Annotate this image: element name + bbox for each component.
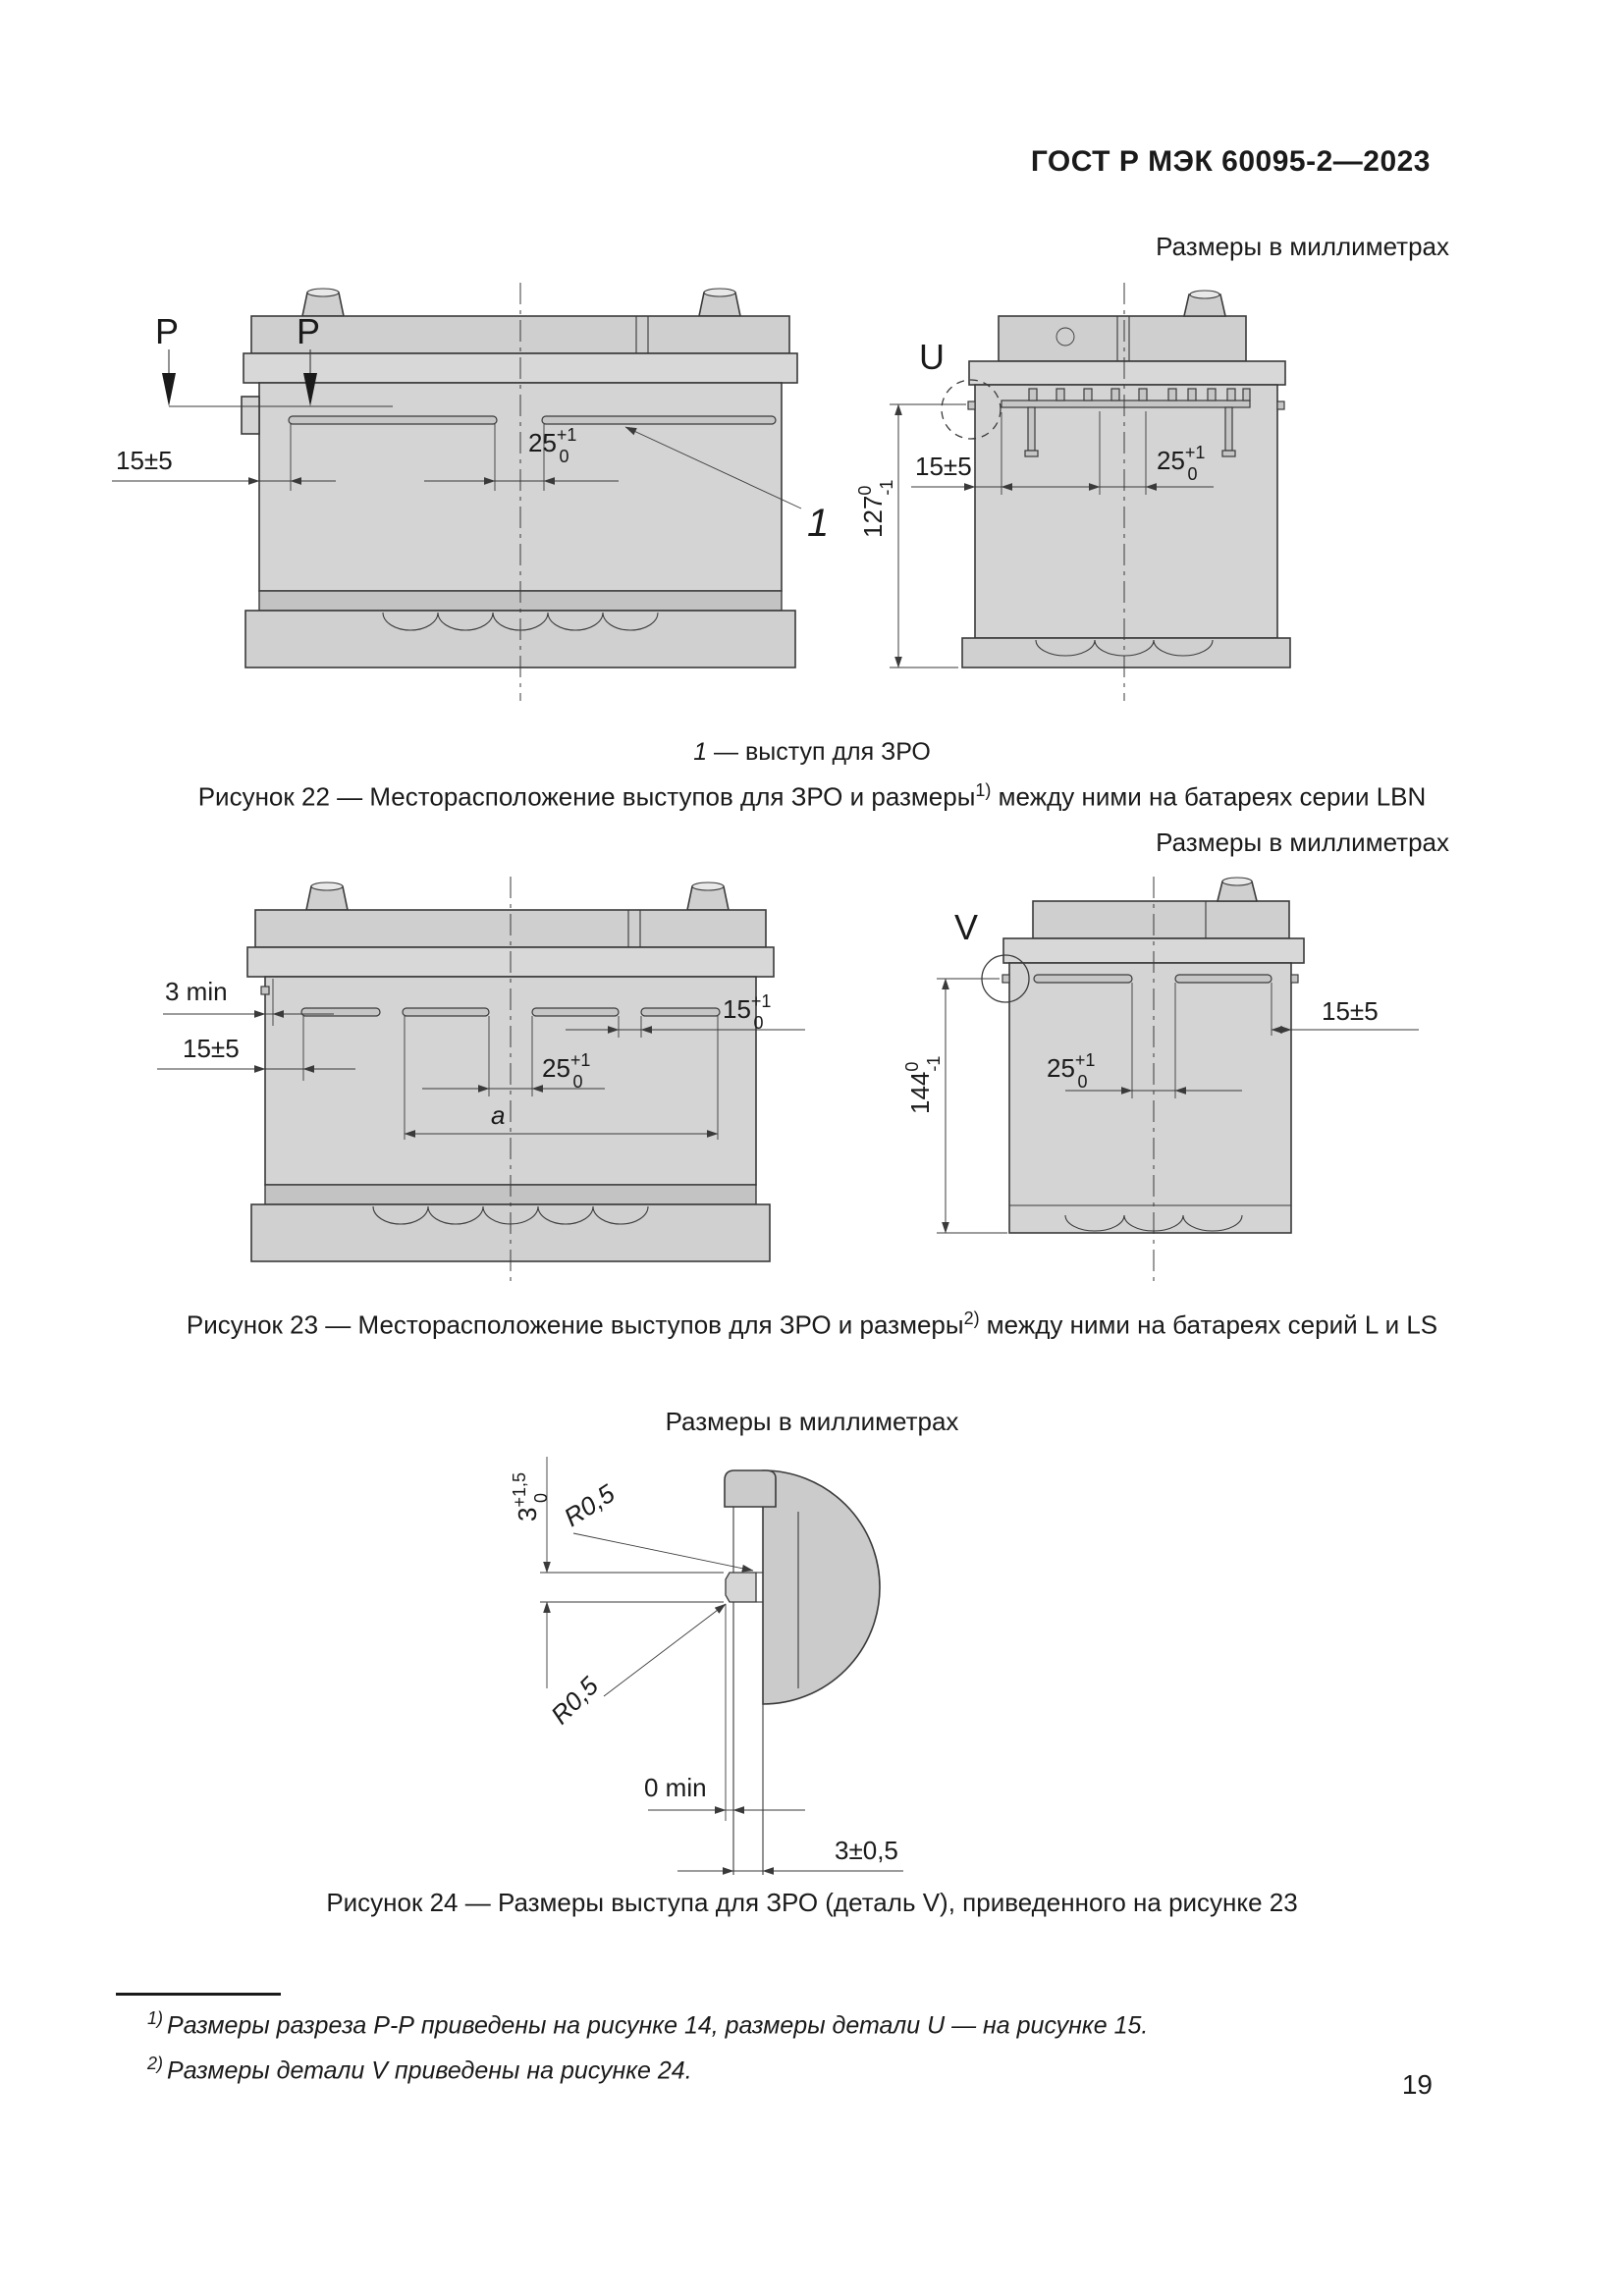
dim-15-5-label: 15±5 bbox=[1322, 996, 1379, 1026]
dim-3min-label: 3 min bbox=[165, 977, 228, 1006]
dim-15-gap-label: $15^{+1}$ 0 bbox=[723, 991, 772, 1033]
dim-0min-label: 0 min bbox=[644, 1773, 707, 1802]
units-note-fig24: Размеры в миллиметрах bbox=[665, 1407, 959, 1436]
fig24-caption: Рисунок 24 — Размеры выступа для ЗРО (деталь V), приведенного на рисунке 23 bbox=[326, 1888, 1298, 1917]
dim-3-05-label: 3±0,5 bbox=[835, 1836, 898, 1865]
footnote-1-marker: 1) bbox=[147, 2008, 164, 2028]
radius-r05-bottom-label: R0,5 bbox=[545, 1671, 605, 1731]
footnote-divider bbox=[116, 1993, 281, 1996]
fig22-caption-tail: между ними на батареях серии LBN bbox=[991, 781, 1427, 812]
fig23-caption-text: Рисунок 23 — Месторасположение выступов для ЗРО и размеры bbox=[186, 1309, 964, 1340]
figure-22-drawing bbox=[98, 283, 1473, 705]
radius-r05-top-label: R0,5 bbox=[558, 1477, 621, 1533]
dim-3-height-label: $3^{+1,5}$ 0 bbox=[510, 1471, 551, 1522]
page-number: 19 bbox=[1401, 2069, 1433, 2100]
fig22-caption bbox=[0, 780, 1624, 813]
lug-protrusion bbox=[261, 987, 269, 994]
section-arrow-icon bbox=[162, 373, 176, 406]
dim-25-label: $25^{+1}$ 0 bbox=[528, 425, 577, 466]
lug-protrusion bbox=[1002, 975, 1009, 983]
units-note-fig23: Размеры в миллиметрах bbox=[1156, 828, 1449, 857]
fig23-battery-front-view bbox=[247, 877, 774, 1285]
section-label-p1: P bbox=[155, 311, 180, 351]
fig23-footnote-marker: 2) bbox=[963, 1308, 980, 1328]
zro-protrusion bbox=[726, 1573, 756, 1602]
fig22-caption-text: Рисунок 22 — Месторасположение выступов для ЗРО и размеры bbox=[197, 781, 976, 812]
legend-text: — выступ для ЗРО bbox=[707, 738, 931, 766]
fig24-detail-shape bbox=[725, 1470, 880, 1875]
footnote-2-text: Размеры детали V приведены на рисунке 24. bbox=[167, 2056, 692, 2085]
dim-25-label: $25^{+1}$ 0 bbox=[1047, 1050, 1096, 1092]
fig23-caption-tail: между ними на батареях серий L и LS bbox=[979, 1309, 1438, 1340]
fig22-battery-side-view bbox=[919, 283, 1290, 701]
lug-protrusion bbox=[1277, 401, 1284, 409]
fig22-legend bbox=[0, 738, 1624, 767]
units-note-fig22: Размеры в миллиметрах bbox=[1156, 232, 1449, 261]
section-label-p2: P bbox=[297, 311, 321, 351]
legend-key: 1 bbox=[693, 738, 708, 766]
dim-127-label: $127^0$ -1 bbox=[855, 479, 896, 538]
footnote-1 bbox=[147, 2008, 1148, 2040]
footnote-1-text: Размеры разреза Р-Р приведены на рисунке 14, размеры детали U — на рисунке 15. bbox=[167, 2011, 1149, 2040]
footnote-2-marker: 2) bbox=[147, 2054, 164, 2073]
dim-15-5-label: 15±5 bbox=[915, 452, 972, 481]
lug-protrusion bbox=[1291, 975, 1298, 983]
dim-25-label: $25^{+1}$ 0 bbox=[1157, 443, 1206, 484]
figure-24-drawing bbox=[511, 1443, 1119, 1880]
figure-23-drawing bbox=[98, 877, 1473, 1289]
dim-25-label: $25^{+1}$ 0 bbox=[542, 1050, 591, 1092]
dim-a-label: a bbox=[491, 1100, 506, 1130]
detail-v-label: V bbox=[954, 907, 979, 947]
fig23-caption bbox=[0, 1308, 1624, 1341]
detail-u-label: U bbox=[919, 337, 945, 377]
standard-number-header: ГОСТ Р МЭК 60095-2—2023 bbox=[1030, 145, 1431, 178]
footnote-2 bbox=[147, 2054, 692, 2085]
fig22-battery-front-view bbox=[242, 283, 797, 701]
dim-15-5-label: 15±5 bbox=[116, 446, 173, 475]
dim-15-5-label: 15±5 bbox=[183, 1034, 240, 1063]
dim-144-label: $144^0$ -1 bbox=[902, 1055, 944, 1114]
fig23-battery-side-view bbox=[954, 877, 1304, 1285]
fig22-footnote-marker: 1) bbox=[975, 780, 992, 800]
callout-1-label: 1 bbox=[807, 502, 830, 545]
lug-protrusion bbox=[968, 401, 975, 409]
